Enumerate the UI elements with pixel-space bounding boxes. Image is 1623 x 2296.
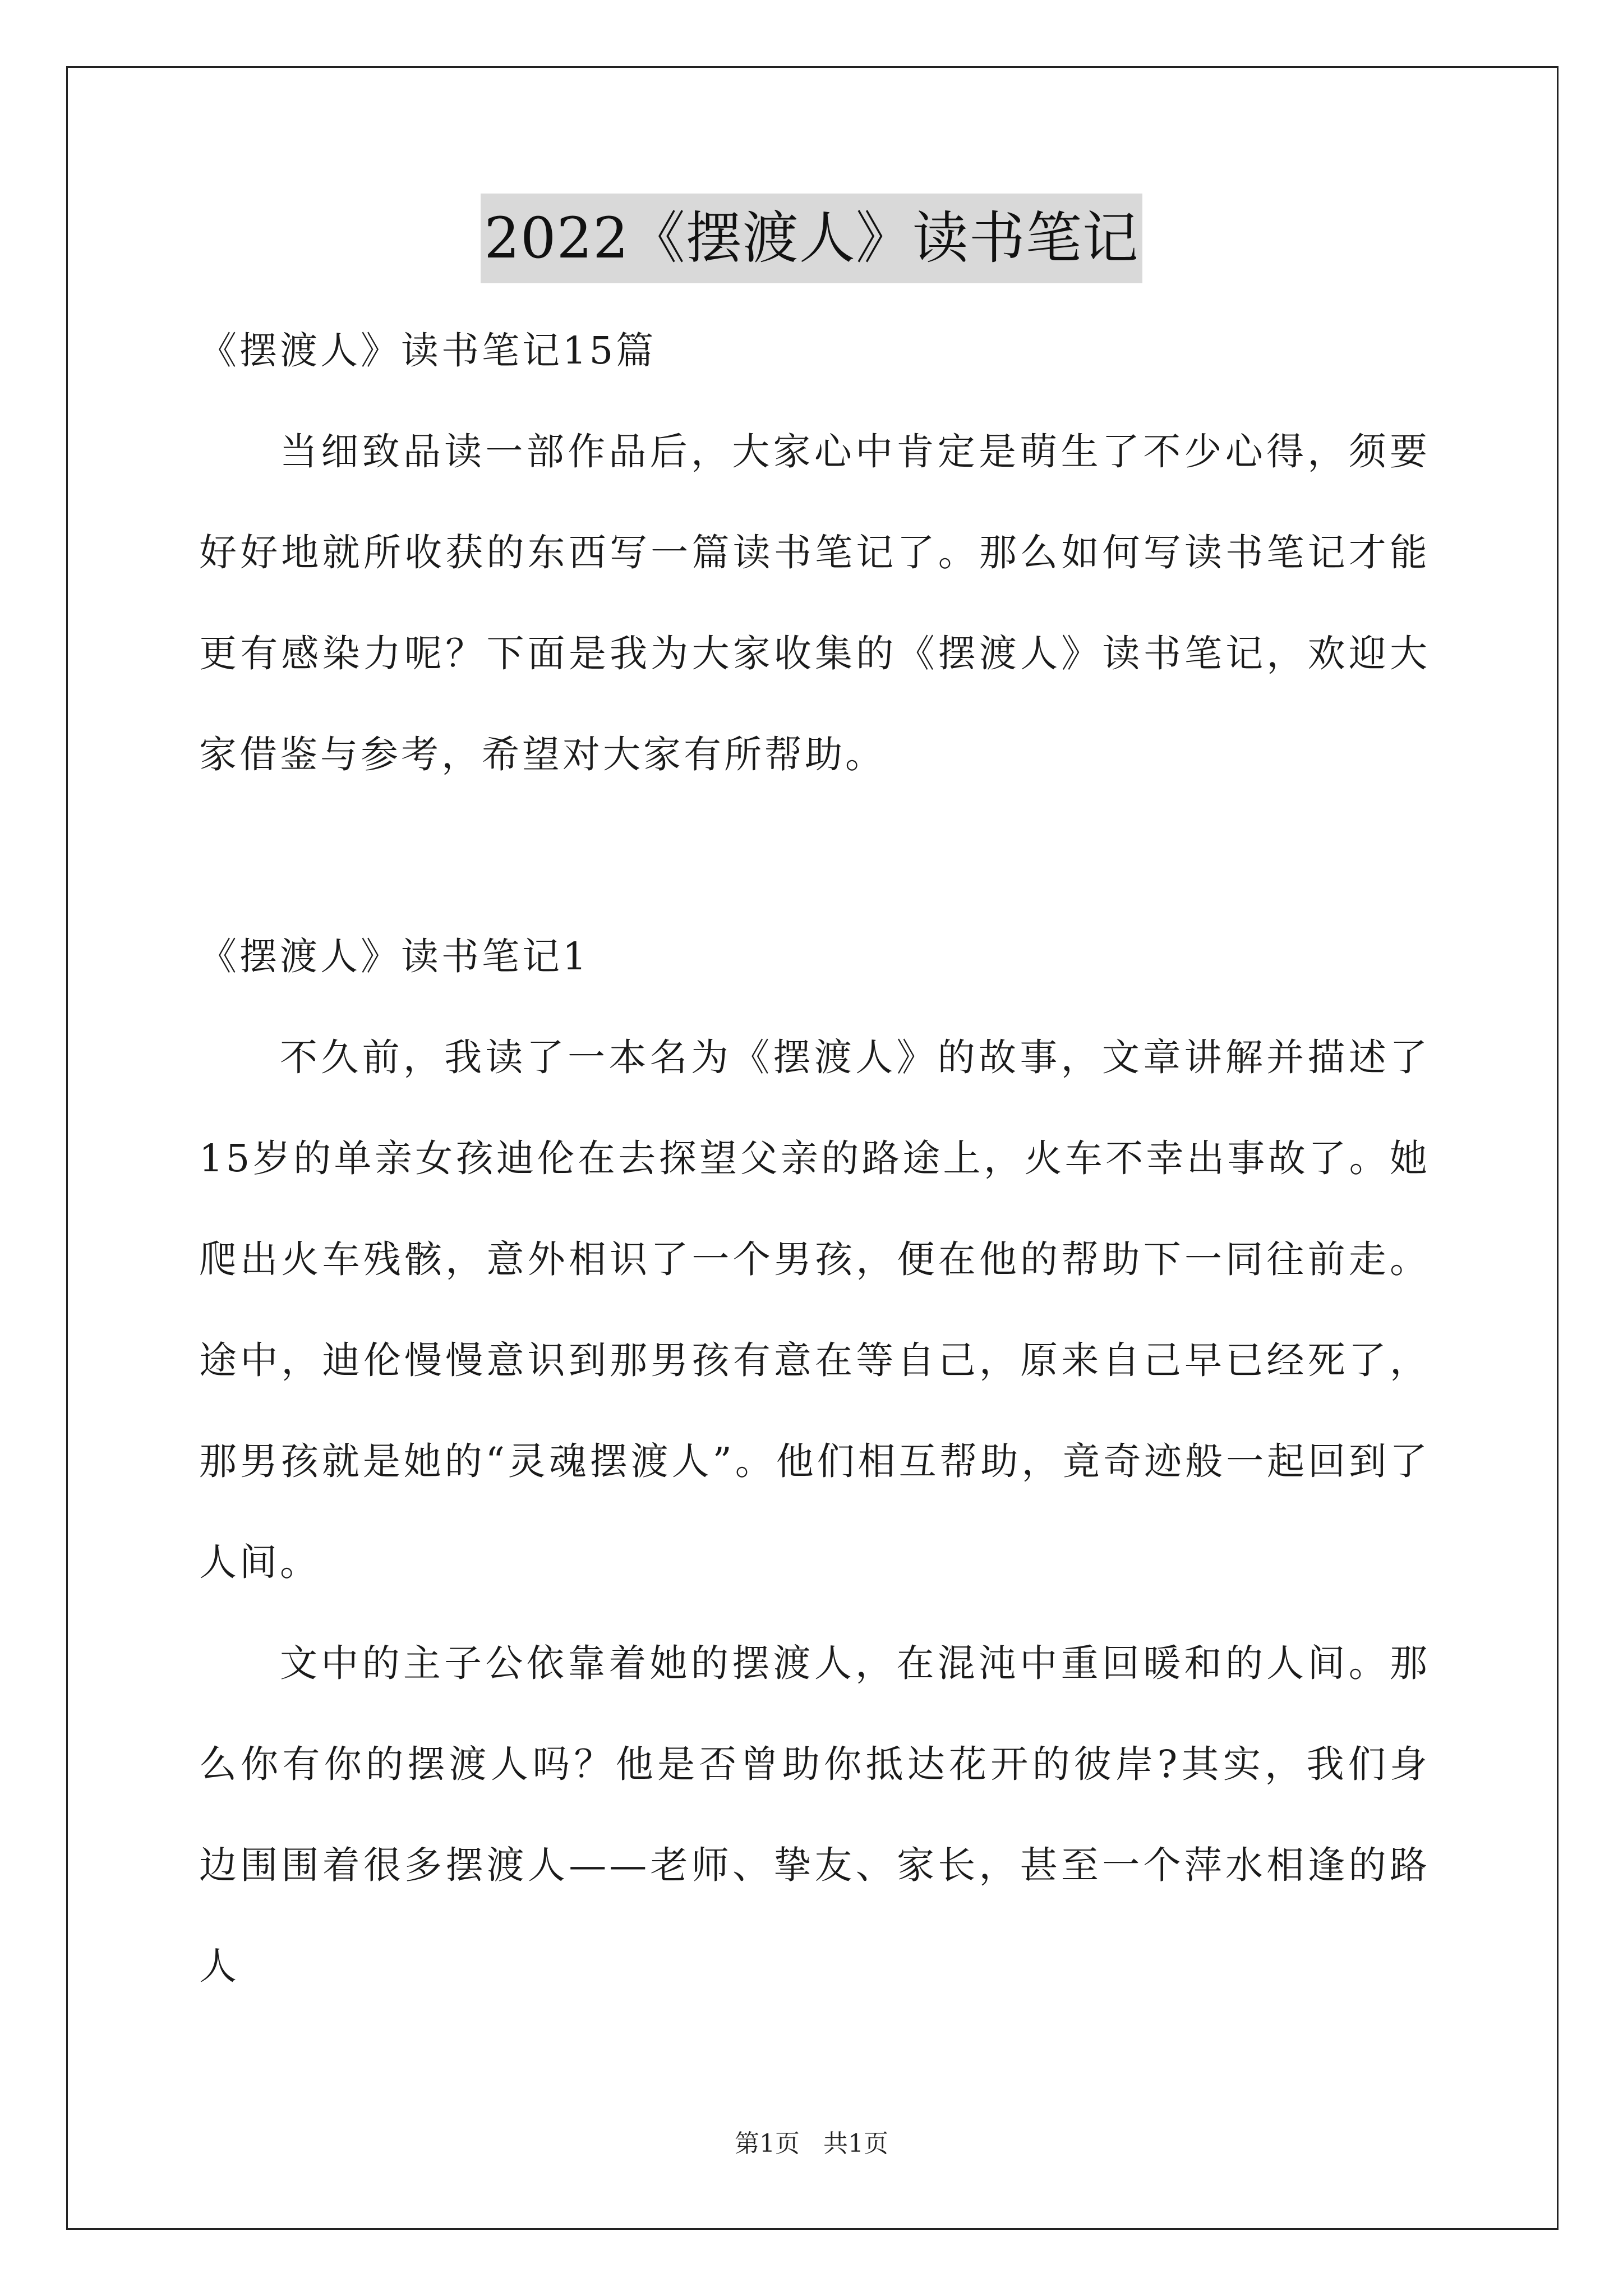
- document-title: 2022《摆渡人》读书笔记: [481, 194, 1142, 283]
- body-paragraph: 文中的主子公依靠着她的摆渡人，在混沌中重回暖和的人间。那么你有你的摆渡人吗？他是否曾助你抵达花开的彼岸?其实，我们身边围围着很多摆渡人——老师、挚友、家长，甚至一个萍水相逢的路人: [199, 1641, 1430, 1988]
- intro-paragraph: 当细致品读一部作品后，大家心中肯定是萌生了不少心得，须要好好地就所收获的东西写一篇读书笔记了。那么如何写读书笔记才能更有感染力呢？下面是我为大家收集的《摆渡人》读书笔记，欢迎大家借鉴与参考，希望对大家有所帮助。: [199, 430, 1430, 776]
- title-container: [0, 194, 1623, 283]
- document-body: [199, 300, 1430, 2017]
- page-total: 共1页: [823, 2129, 888, 2158]
- section-spacer: [199, 805, 1430, 906]
- page-number: 第1页: [735, 2129, 800, 2158]
- page-footer: [0, 2127, 1623, 2161]
- section-heading: 《摆渡人》读书笔记1: [199, 935, 589, 978]
- subtitle-heading: 《摆渡人》读书笔记15篇: [199, 329, 657, 372]
- body-paragraph: 不久前，我读了一本名为《摆渡人》的故事，文章讲解并描述了15岁的单亲女孩迪伦在去探望父亲的路途上，火车不幸出事故了。她爬出火车残骸，意外相识了一个男孩，便在他的帮助下一同往前走。途中，迪伦慢慢意识到那男孩有意在等自己，原来自己早已经死了，那男孩就是她的“灵魂摆渡人”。他们相互帮助，竟奇迹般一起回到了人间。: [199, 1036, 1430, 1584]
